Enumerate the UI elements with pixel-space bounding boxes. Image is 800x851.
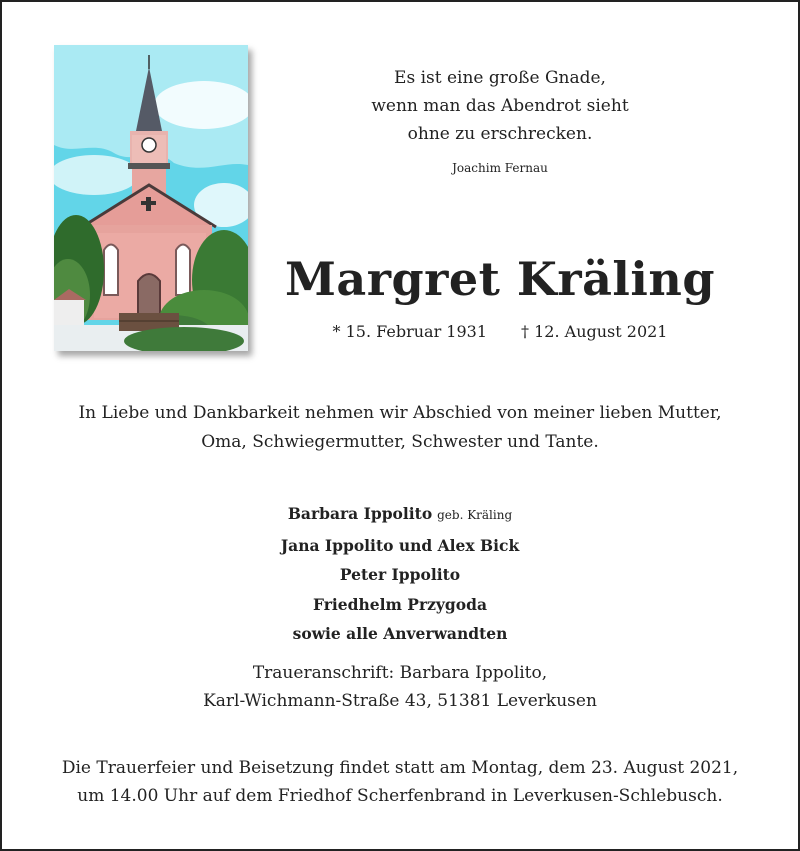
address-line: Karl-Wichmann-Straße 43, 51381 Leverkusen	[203, 691, 597, 711]
family-member: Peter Ippolito	[339, 565, 461, 584]
service-line: um 14.00 Uhr auf dem Friedhof Scherfenbrand in Leverkusen-Schlebusch.	[77, 786, 723, 806]
maiden-name-note: geb. Kräling	[437, 508, 513, 522]
church-photo	[54, 45, 248, 351]
deceased-name: Margret Kräling	[285, 252, 715, 306]
service-line: Die Trauerfeier und Beisetzung findet statt am Montag, dem 23. August 2021,	[61, 758, 739, 778]
family-member: sowie alle Anverwandten	[292, 624, 508, 643]
quote-text	[300, 64, 700, 148]
quote-author: Joachim Fernau	[452, 161, 548, 175]
family-member	[100, 499, 700, 531]
address-line: Traueranschrift: Barbara Ippolito,	[252, 663, 548, 683]
birth-date: * 15. Februar 1931	[332, 322, 488, 341]
mourning-line: In Liebe und Dankbarkeit nehmen wir Abschied von meiner lieben Mutter,	[78, 403, 722, 423]
mourning-line: Oma, Schwiegermutter, Schwester und Tante.	[201, 432, 599, 452]
family-member-name: Barbara Ippolito	[287, 504, 433, 523]
quote-line: ohne zu erschrecken.	[407, 124, 593, 144]
family-member: Friedhelm Przygoda	[313, 594, 487, 614]
church-illustration	[54, 45, 248, 351]
mourning-text	[30, 399, 770, 457]
quote-line: Es ist eine große Gnade,	[394, 68, 606, 88]
death-date: † 12. August 2021	[521, 322, 668, 341]
family-member: Jana Ippolito und Alex Bick	[280, 535, 520, 555]
funeral-service-info	[20, 754, 780, 810]
life-dates	[300, 322, 700, 341]
quote-line: wenn man das Abendrot sieht	[371, 96, 629, 116]
mourning-address	[100, 659, 700, 715]
family-list	[100, 499, 700, 649]
